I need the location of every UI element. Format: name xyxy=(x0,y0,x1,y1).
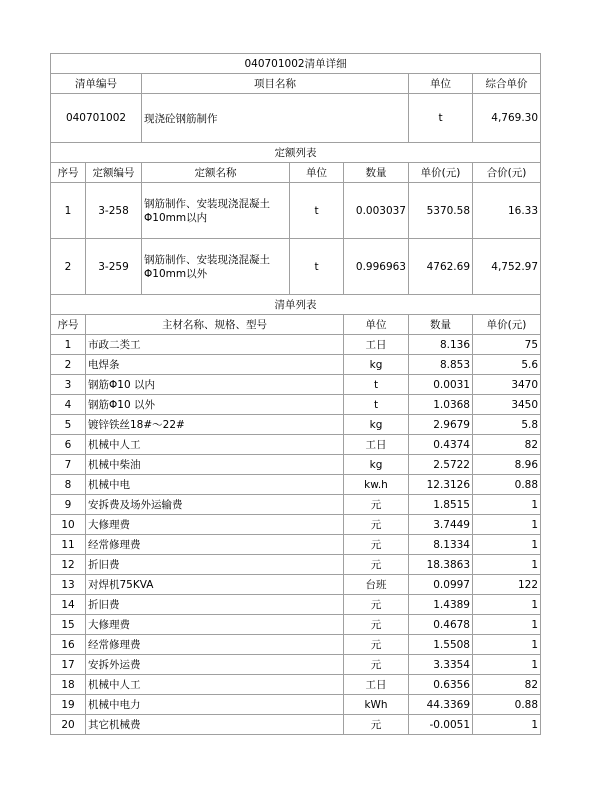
material-row xyxy=(51,515,541,535)
material-qty: 8.1334 xyxy=(409,535,473,555)
material-row xyxy=(51,375,541,395)
material-name: 大修理费 xyxy=(86,615,344,635)
material-name: 对焊机75KVA xyxy=(86,575,344,595)
quota-seq: 1 xyxy=(51,183,86,239)
quota-name: 钢筋制作、安装现浇混凝土Φ10mm以外 xyxy=(142,239,290,295)
quota-code-header: 定额编号 xyxy=(86,163,142,183)
bill-name: 现浇砼钢筋制作 xyxy=(142,94,409,143)
material-seq: 15 xyxy=(51,615,86,635)
material-name: 机械中人工 xyxy=(86,435,344,455)
material-unit: 元 xyxy=(344,655,409,675)
material-name: 镀锌铁丝18#～22# xyxy=(86,415,344,435)
material-unit: 元 xyxy=(344,635,409,655)
material-name: 大修理费 xyxy=(86,515,344,535)
material-qty: 18.3863 xyxy=(409,555,473,575)
material-unit: 元 xyxy=(344,615,409,635)
material-row xyxy=(51,695,541,715)
material-unit-price: 1 xyxy=(473,615,541,635)
quota-row xyxy=(51,239,541,295)
material-name: 钢筋Φ10 以内 xyxy=(86,375,344,395)
material-unit: kg xyxy=(344,415,409,435)
material-unit: 元 xyxy=(344,515,409,535)
material-unit-price: 5.6 xyxy=(473,355,541,375)
material-qty: 3.7449 xyxy=(409,515,473,535)
material-qty: 0.0997 xyxy=(409,575,473,595)
material-unit-price: 3470 xyxy=(473,375,541,395)
material-unit: t xyxy=(344,375,409,395)
quota-total: 4,752.97 xyxy=(473,239,541,295)
material-unit: kWh xyxy=(344,695,409,715)
material-unit-price: 1 xyxy=(473,595,541,615)
material-seq: 1 xyxy=(51,335,86,355)
material-row xyxy=(51,335,541,355)
bill-code: 040701002 xyxy=(51,94,142,143)
material-seq: 4 xyxy=(51,395,86,415)
quota-unit: t xyxy=(290,183,344,239)
material-seq: 8 xyxy=(51,475,86,495)
bill-code-header: 清单编号 xyxy=(51,74,142,94)
material-row xyxy=(51,395,541,415)
material-unit-price: 0.88 xyxy=(473,475,541,495)
material-unit-price: 75 xyxy=(473,335,541,355)
material-name: 机械中柴油 xyxy=(86,455,344,475)
material-name: 机械中电 xyxy=(86,475,344,495)
material-unit-price: 1 xyxy=(473,655,541,675)
material-name: 机械中人工 xyxy=(86,675,344,695)
material-seq: 14 xyxy=(51,595,86,615)
quota-code: 3-258 xyxy=(86,183,142,239)
material-unit: 台班 xyxy=(344,575,409,595)
material-unit-price: 122 xyxy=(473,575,541,595)
material-name: 其它机械费 xyxy=(86,715,344,735)
quota-name: 钢筋制作、安装现浇混凝土Φ10mm以内 xyxy=(142,183,290,239)
quota-unit: t xyxy=(290,239,344,295)
material-name-header: 主材名称、规格、型号 xyxy=(86,315,344,335)
material-unit: t xyxy=(344,395,409,415)
quota-qty: 0.003037 xyxy=(344,183,409,239)
bill-name-header: 项目名称 xyxy=(142,74,409,94)
material-seq: 9 xyxy=(51,495,86,515)
material-unit-price: 82 xyxy=(473,435,541,455)
material-name: 机械中电力 xyxy=(86,695,344,715)
material-qty: 0.6356 xyxy=(409,675,473,695)
material-row xyxy=(51,715,541,735)
material-qty: 2.9679 xyxy=(409,415,473,435)
quota-unit-header: 单位 xyxy=(290,163,344,183)
material-row xyxy=(51,635,541,655)
material-unit-price: 1 xyxy=(473,715,541,735)
material-seq: 16 xyxy=(51,635,86,655)
material-seq: 5 xyxy=(51,415,86,435)
material-unit-price: 1 xyxy=(473,495,541,515)
material-seq: 18 xyxy=(51,675,86,695)
material-unit: 工日 xyxy=(344,435,409,455)
material-name: 钢筋Φ10 以外 xyxy=(86,395,344,415)
material-unit: 元 xyxy=(344,495,409,515)
bill-price-header: 综合单价 xyxy=(473,74,541,94)
material-unit-price: 5.8 xyxy=(473,415,541,435)
material-name: 经常修理费 xyxy=(86,535,344,555)
material-unit: 元 xyxy=(344,715,409,735)
material-row xyxy=(51,475,541,495)
material-seq: 2 xyxy=(51,355,86,375)
material-seq: 19 xyxy=(51,695,86,715)
material-seq: 10 xyxy=(51,515,86,535)
material-qty: -0.0051 xyxy=(409,715,473,735)
material-seq: 20 xyxy=(51,715,86,735)
material-name: 折旧费 xyxy=(86,595,344,615)
material-row xyxy=(51,615,541,635)
material-unit-price-header: 单价(元) xyxy=(473,315,541,335)
material-seq: 13 xyxy=(51,575,86,595)
quota-row xyxy=(51,183,541,239)
quota-qty: 0.996963 xyxy=(344,239,409,295)
material-unit-price: 3450 xyxy=(473,395,541,415)
material-row xyxy=(51,435,541,455)
material-qty: 1.8515 xyxy=(409,495,473,515)
material-qty: 1.0368 xyxy=(409,395,473,415)
material-row xyxy=(51,655,541,675)
material-unit-price: 1 xyxy=(473,535,541,555)
quota-qty-header: 数量 xyxy=(344,163,409,183)
material-row xyxy=(51,415,541,435)
material-row xyxy=(51,675,541,695)
material-row xyxy=(51,495,541,515)
material-qty: 0.4374 xyxy=(409,435,473,455)
material-qty: 1.4389 xyxy=(409,595,473,615)
quota-section-title: 定额列表 xyxy=(51,143,541,163)
material-seq: 6 xyxy=(51,435,86,455)
quota-total: 16.33 xyxy=(473,183,541,239)
material-seq-header: 序号 xyxy=(51,315,86,335)
material-seq: 7 xyxy=(51,455,86,475)
material-seq: 17 xyxy=(51,655,86,675)
material-row xyxy=(51,555,541,575)
material-name: 电焊条 xyxy=(86,355,344,375)
quota-seq: 2 xyxy=(51,239,86,295)
material-unit-price: 0.88 xyxy=(473,695,541,715)
material-seq: 3 xyxy=(51,375,86,395)
material-seq: 11 xyxy=(51,535,86,555)
bill-unit: t xyxy=(409,94,473,143)
material-qty: 0.0031 xyxy=(409,375,473,395)
material-unit-price: 82 xyxy=(473,675,541,695)
material-unit: kg xyxy=(344,455,409,475)
material-row xyxy=(51,355,541,375)
material-section-title: 清单列表 xyxy=(51,295,541,315)
material-qty: 8.853 xyxy=(409,355,473,375)
material-qty: 8.136 xyxy=(409,335,473,355)
material-name: 折旧费 xyxy=(86,555,344,575)
material-seq: 12 xyxy=(51,555,86,575)
material-qty: 3.3354 xyxy=(409,655,473,675)
material-name: 市政二类工 xyxy=(86,335,344,355)
material-unit-price: 1 xyxy=(473,635,541,655)
quota-name-header: 定额名称 xyxy=(142,163,290,183)
material-unit-header: 单位 xyxy=(344,315,409,335)
quota-unit-price-header: 单价(元) xyxy=(409,163,473,183)
material-unit: kg xyxy=(344,355,409,375)
material-qty: 0.4678 xyxy=(409,615,473,635)
material-unit-price: 8.96 xyxy=(473,455,541,475)
material-name: 经常修理费 xyxy=(86,635,344,655)
material-row xyxy=(51,535,541,555)
material-row xyxy=(51,455,541,475)
material-row xyxy=(51,595,541,615)
material-unit: kw.h xyxy=(344,475,409,495)
table-title: 040701002清单详细 xyxy=(51,54,541,74)
quota-unit-price: 5370.58 xyxy=(409,183,473,239)
material-qty: 2.5722 xyxy=(409,455,473,475)
material-qty: 44.3369 xyxy=(409,695,473,715)
material-qty: 12.3126 xyxy=(409,475,473,495)
bill-detail-table xyxy=(50,53,541,735)
material-qty-header: 数量 xyxy=(409,315,473,335)
material-unit: 工日 xyxy=(344,675,409,695)
material-unit-price: 1 xyxy=(473,515,541,535)
quota-seq-header: 序号 xyxy=(51,163,86,183)
bill-price: 4,769.30 xyxy=(473,94,541,143)
material-name: 安拆外运费 xyxy=(86,655,344,675)
material-unit: 工日 xyxy=(344,335,409,355)
material-unit: 元 xyxy=(344,555,409,575)
bill-unit-header: 单位 xyxy=(409,74,473,94)
material-name: 安拆费及场外运输费 xyxy=(86,495,344,515)
quota-code: 3-259 xyxy=(86,239,142,295)
material-unit-price: 1 xyxy=(473,555,541,575)
material-unit: 元 xyxy=(344,535,409,555)
quota-total-header: 合价(元) xyxy=(473,163,541,183)
quota-unit-price: 4762.69 xyxy=(409,239,473,295)
material-qty: 1.5508 xyxy=(409,635,473,655)
material-row xyxy=(51,575,541,595)
material-unit: 元 xyxy=(344,595,409,615)
